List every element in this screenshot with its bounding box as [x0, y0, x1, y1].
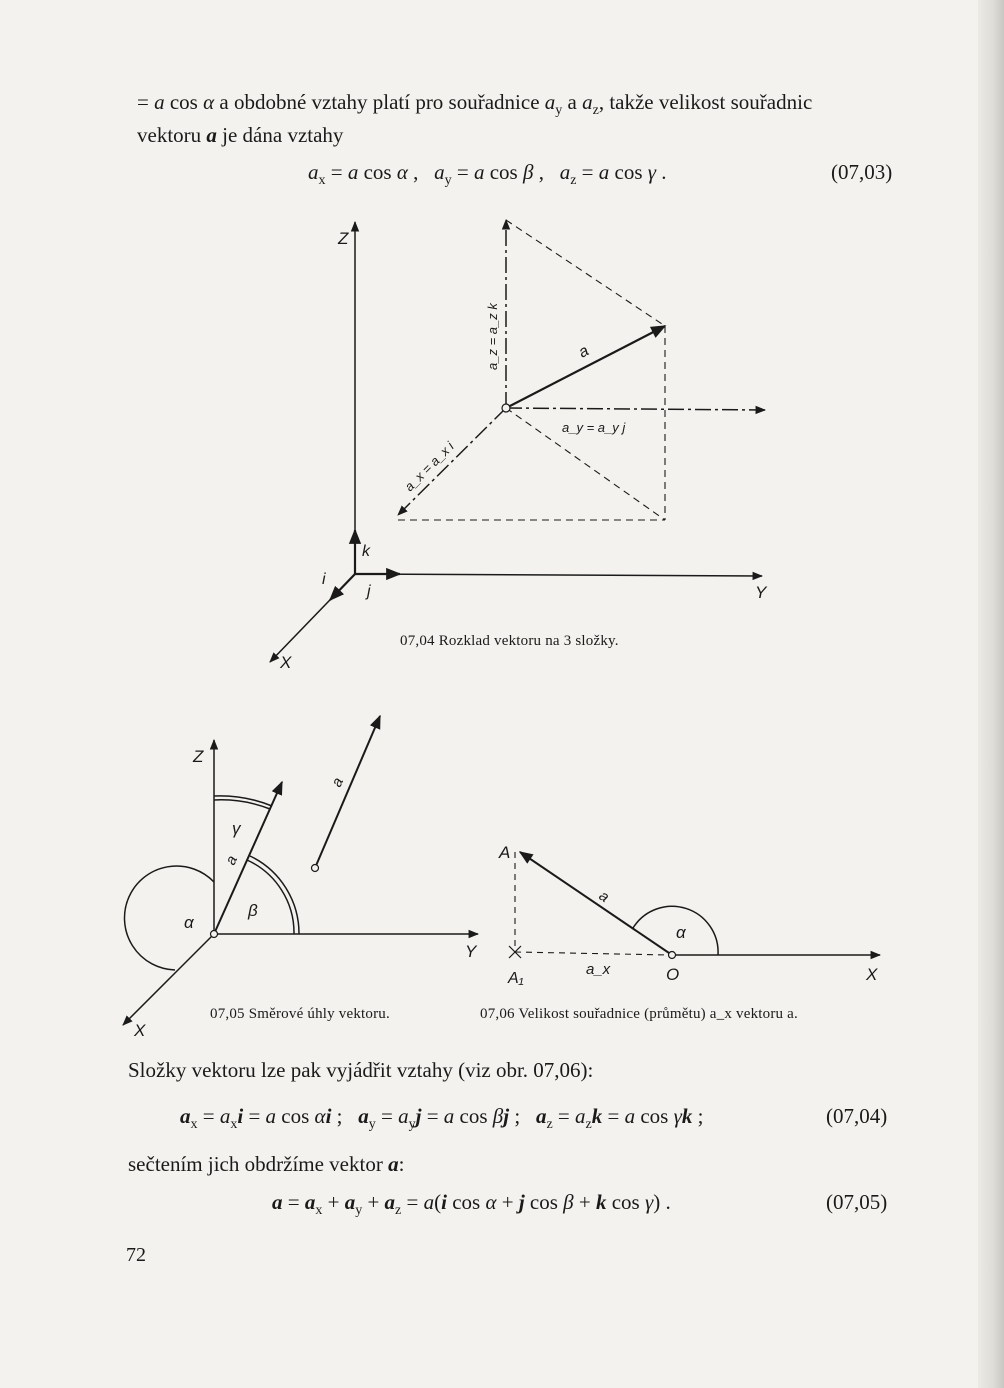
intro-line-2: vektoru a je dána vztahy: [137, 123, 344, 148]
paragraph-sum: sečtením jich obdržíme vektor a:: [128, 1152, 405, 1176]
fig0704-label-az: a_z = a_z k: [485, 303, 500, 370]
intro-line-1: = a cos α a obdobné vztahy platí pro souřadnice $a_y$ a $a_z$, takže velikost souřadnic: [137, 90, 813, 119]
equation-0703: $a_x = a$ cos α , $a_y = a$ cos β , $a_z = a$ cos γ .: [308, 160, 667, 189]
page-number: 72: [126, 1244, 146, 1266]
fig0705-label-z: Z: [193, 747, 204, 766]
fig0706-label-ax: a_x: [586, 961, 611, 978]
fig0706-label-a: a: [595, 887, 613, 906]
equation-0705: $a = a_x + a_y + a_z = a(i$ cos α + j cos β + k cos γ) .: [272, 1190, 671, 1219]
fig0705-label-alpha: α: [184, 913, 194, 932]
fig0704-label-y: Y: [755, 583, 767, 602]
fig0705-label-y: Y: [465, 942, 477, 961]
fig0706-label-O: O: [666, 965, 680, 984]
equation-number-0704: (07,04): [826, 1104, 888, 1128]
fig0704-label-ay: a_y = a_y j: [562, 420, 626, 435]
fig0705-label-a: a: [222, 853, 242, 868]
fig0704-label-j: j: [367, 583, 371, 600]
fig0705-label-a-free: a: [328, 775, 348, 790]
fig0704-label-a: a: [575, 342, 592, 362]
fig0705-label-x: X: [134, 1021, 146, 1040]
fig0706-label-alpha: α: [676, 923, 686, 942]
fig0706-label-A1: A₁: [508, 970, 524, 987]
equation-number-0703: (07,03): [831, 160, 893, 184]
equation-0704: $a_x = a_xi = a$ cos αi ; $a_y = a_yj = a$ cos βj ; $a_z = a_zk = a$ cos γk ;: [180, 1104, 704, 1133]
fig0705-label-gamma: γ: [232, 819, 241, 838]
fig0704-label-ax: a_x = a_x i: [401, 438, 457, 495]
fig0706-label-A: A: [499, 843, 511, 862]
fig0704-label-i: i: [322, 571, 326, 588]
caption-0706: 07,06 Velikost souřadnice (průmětu) a_x vektoru a.: [480, 1006, 798, 1022]
paragraph-components: Složky vektoru lze pak vyjádřit vztahy (viz obr. 07,06):: [128, 1058, 594, 1082]
fig0704-label-z: Z: [338, 229, 349, 248]
fig0704-label-x: X: [280, 653, 292, 672]
fig0706-label-x: X: [866, 965, 878, 984]
fig0705-label-beta: β: [248, 901, 258, 920]
equation-number-0705: (07,05): [826, 1190, 888, 1214]
caption-0704: 07,04 Rozklad vektoru na 3 složky.: [400, 633, 619, 649]
fig0704-label-k: k: [362, 543, 370, 560]
caption-0705: 07,05 Směrové úhly vektoru.: [210, 1006, 390, 1022]
